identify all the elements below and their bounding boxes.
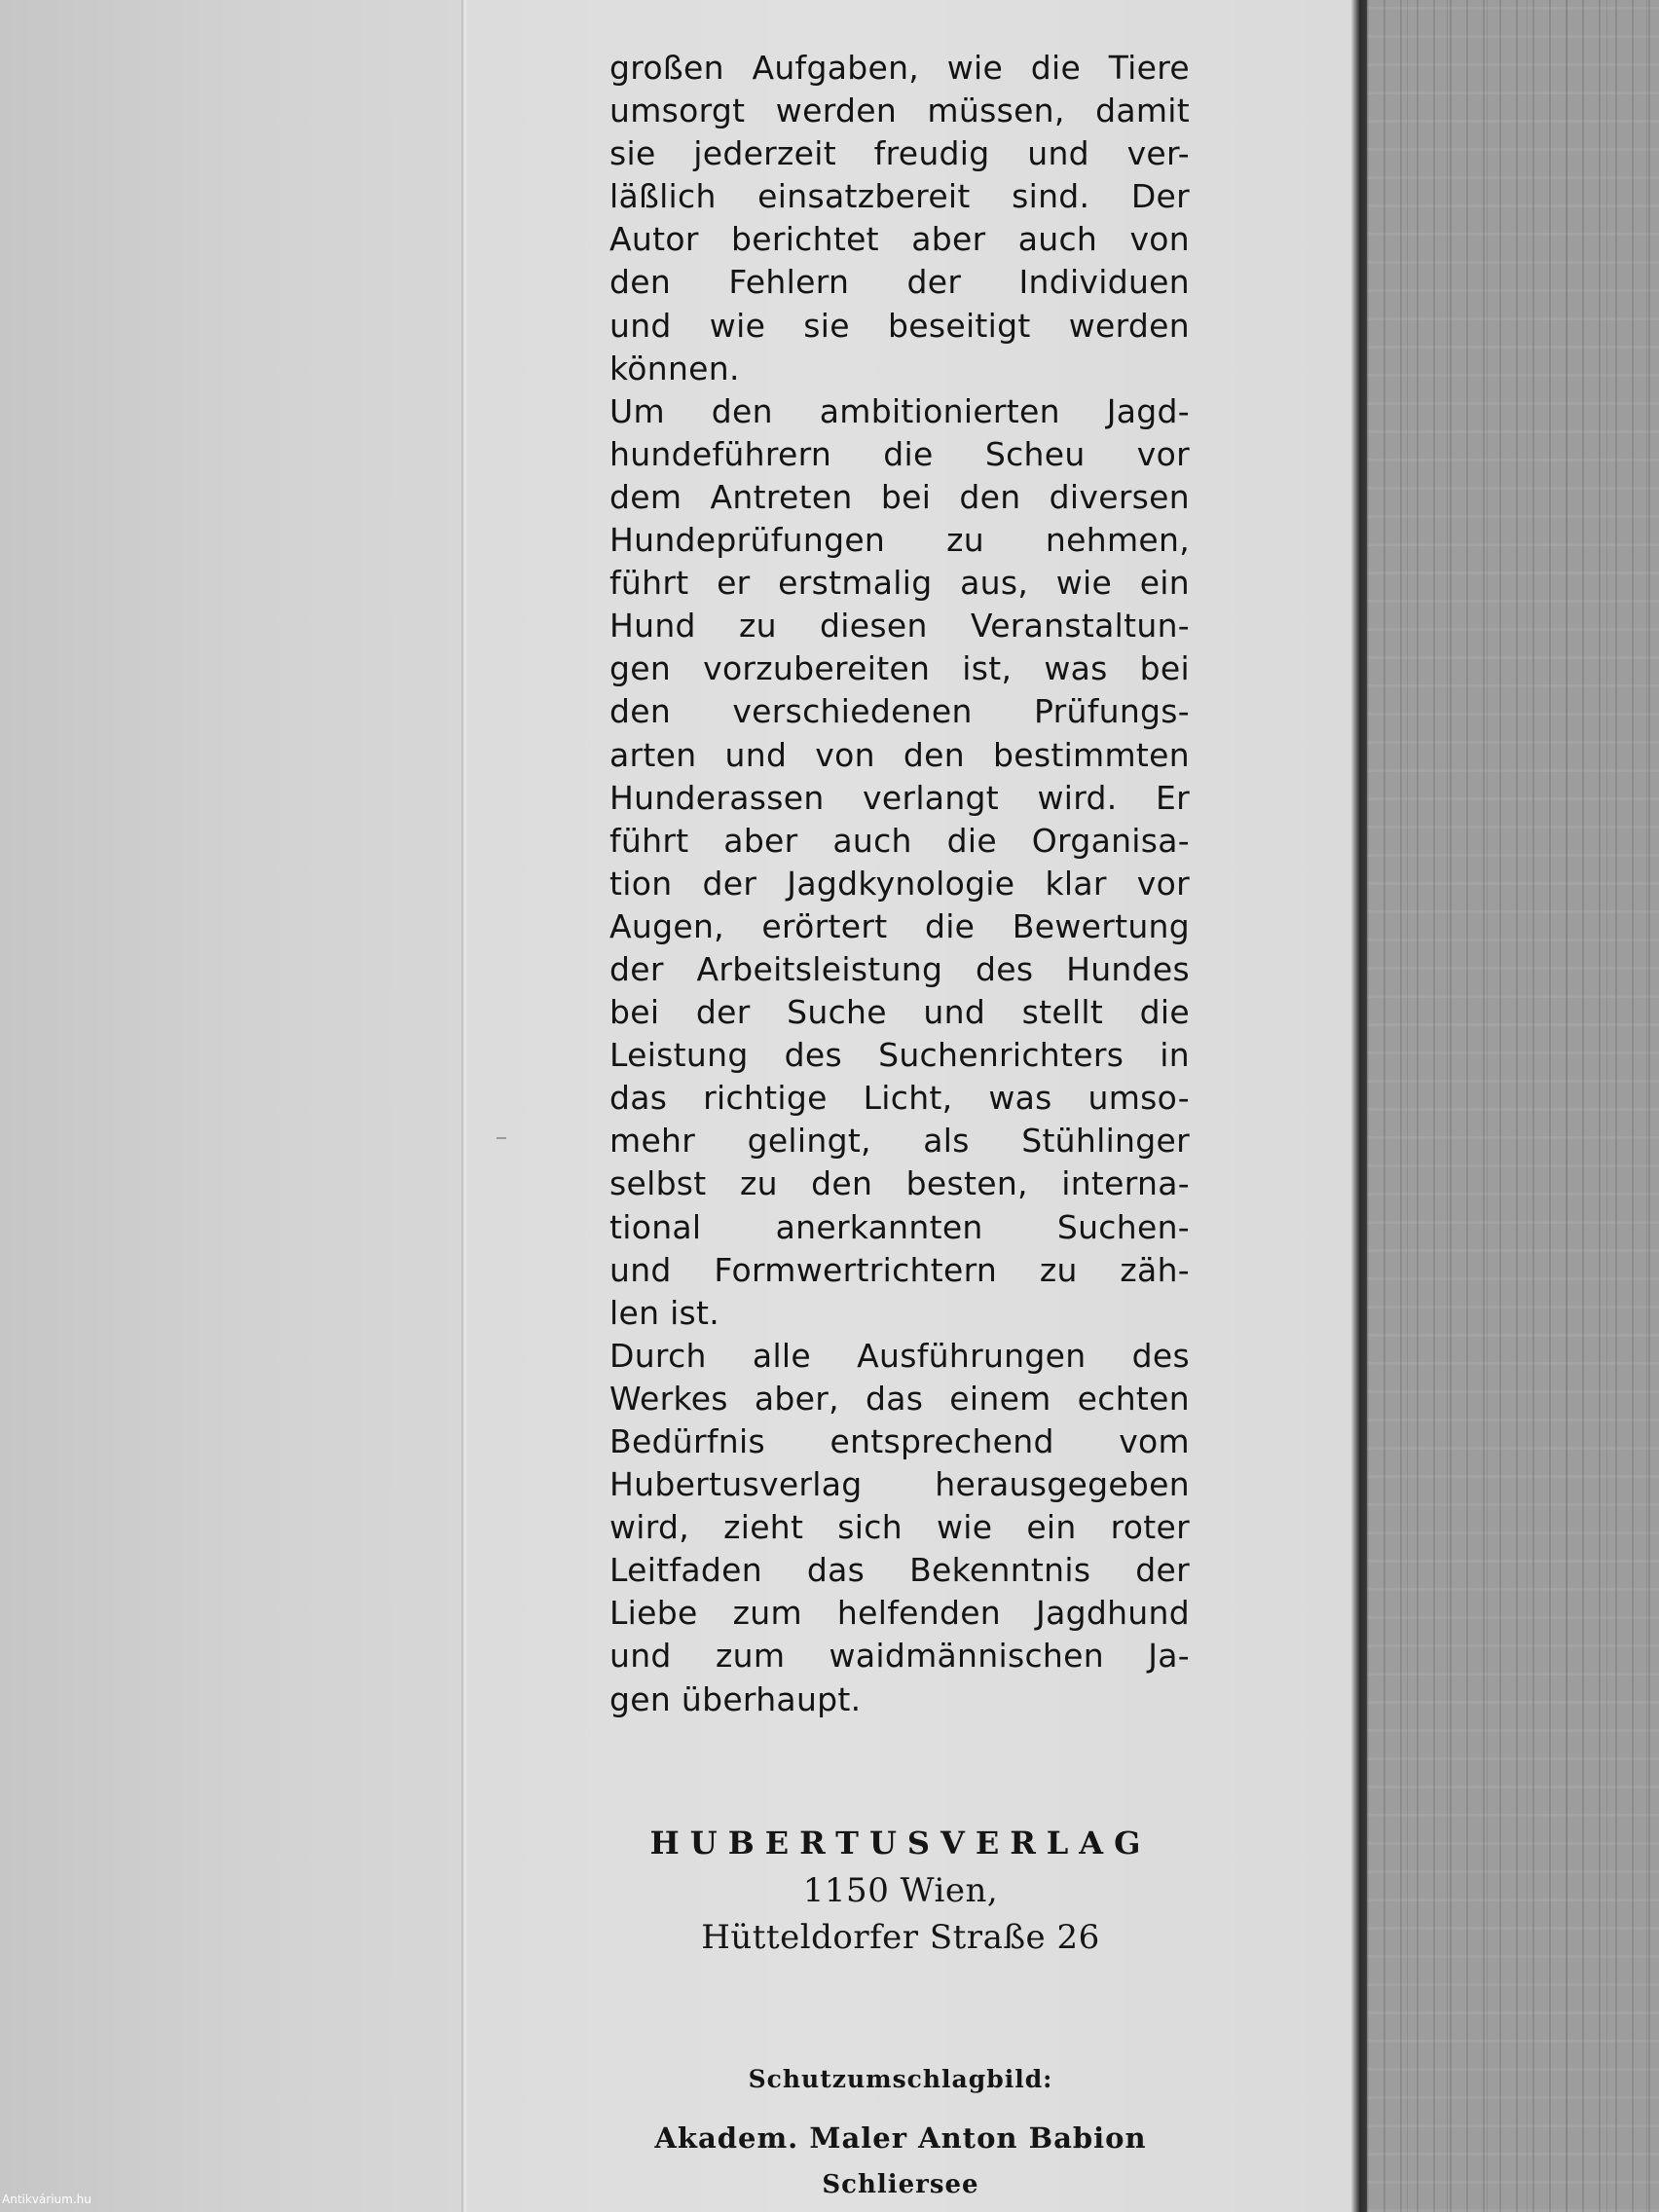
text-line: Werkes aber, das einem echten xyxy=(609,1379,1190,1418)
text-line: Liebe zum helfenden Jagdhund xyxy=(609,1594,1190,1633)
text-line: sie jederzeit freudig und ver- xyxy=(609,134,1190,173)
text-line: Autor berichtet aber auch von xyxy=(609,220,1190,259)
text-line: selbst zu den besten, interna- xyxy=(609,1164,1190,1203)
credit-label: Schutzumschlagbild: xyxy=(748,2065,1053,2093)
watermark: Antikvárium.hu xyxy=(2,2193,92,2206)
text-line: Durch alle Ausführungen des xyxy=(609,1336,1190,1375)
text-line: Bedürfnis entsprechend vom xyxy=(609,1422,1190,1460)
text-line: großen Aufgaben, wie die Tiere xyxy=(609,49,1190,87)
text-line: können. xyxy=(609,349,740,387)
text-line: und zum waidmännischen Ja- xyxy=(609,1637,1190,1676)
text-line: Hunderassen verlangt wird. Er xyxy=(609,778,1190,817)
page-edge-shadow xyxy=(1351,0,1367,2212)
text-line: und Formwertrichtern zu zäh- xyxy=(609,1250,1190,1289)
text-line: den verschiedenen Prüfungs- xyxy=(609,692,1190,731)
text-line: Augen, erörtert die Bewertung xyxy=(609,906,1190,945)
text-line: führt aber auch die Organisa- xyxy=(609,821,1190,860)
publisher-city: 1150 Wien, xyxy=(802,1871,999,1910)
background-surface xyxy=(1367,0,1659,2212)
text-line: hundeführern die Scheu vor xyxy=(609,434,1190,473)
text-line: Hundeprüfungen zu nehmen, xyxy=(609,521,1190,560)
text-line: das richtige Licht, was umso- xyxy=(609,1079,1190,1118)
publisher-street: Hütteldorfer Straße 26 xyxy=(701,1918,1100,1957)
credit-artist: Akadem. Maler Anton Babion xyxy=(654,2121,1147,2155)
text-line: umsorgt werden müssen, damit xyxy=(609,92,1190,130)
publisher-name: HUBERTUSVERLAG xyxy=(649,1825,1152,1862)
text-line: den Fehlern der Individuen xyxy=(609,263,1190,302)
text-line: mehr gelingt, als Stühlinger xyxy=(609,1122,1190,1161)
text-line: len ist. xyxy=(609,1293,720,1332)
text-line: der Arbeitsleistung des Hundes xyxy=(609,949,1190,988)
text-line: arten und von den bestimmten xyxy=(609,735,1190,774)
text-line: und wie sie beseitigt werden xyxy=(609,306,1190,345)
flap-body-text xyxy=(609,47,1190,1721)
text-line: gen vorzubereiten ist, was bei xyxy=(609,649,1190,688)
text-line: Leistung des Suchenrichters in xyxy=(609,1036,1190,1075)
credit-place: Schliersee xyxy=(822,2170,979,2199)
page-mark xyxy=(497,1137,506,1139)
text-line: Leitfaden das Bekenntnis der xyxy=(609,1551,1190,1590)
text-line: läßlich einsatzbereit sind. Der xyxy=(609,177,1190,216)
left-cover-panel xyxy=(0,0,461,2212)
text-line: Hund zu diesen Veranstaltun- xyxy=(609,607,1190,645)
text-line: dem Antreten bei den diversen xyxy=(609,477,1190,516)
text-line: Um den ambitionierten Jagd- xyxy=(609,391,1190,430)
text-line: führt er erstmalig aus, wie ein xyxy=(609,564,1190,603)
text-line: Hubertusverlag herausgegeben xyxy=(609,1465,1190,1504)
text-line: wird, zieht sich wie ein roter xyxy=(609,1508,1190,1547)
text-line: tion der Jagdkynologie klar vor xyxy=(609,864,1190,903)
cover-art-credit xyxy=(565,2048,1236,2204)
publisher-block xyxy=(565,1819,1236,1961)
text-line: tional anerkannten Suchen- xyxy=(609,1207,1190,1246)
text-line: gen überhaupt. xyxy=(609,1679,862,1718)
text-line: bei der Suche und stellt die xyxy=(609,993,1190,1032)
